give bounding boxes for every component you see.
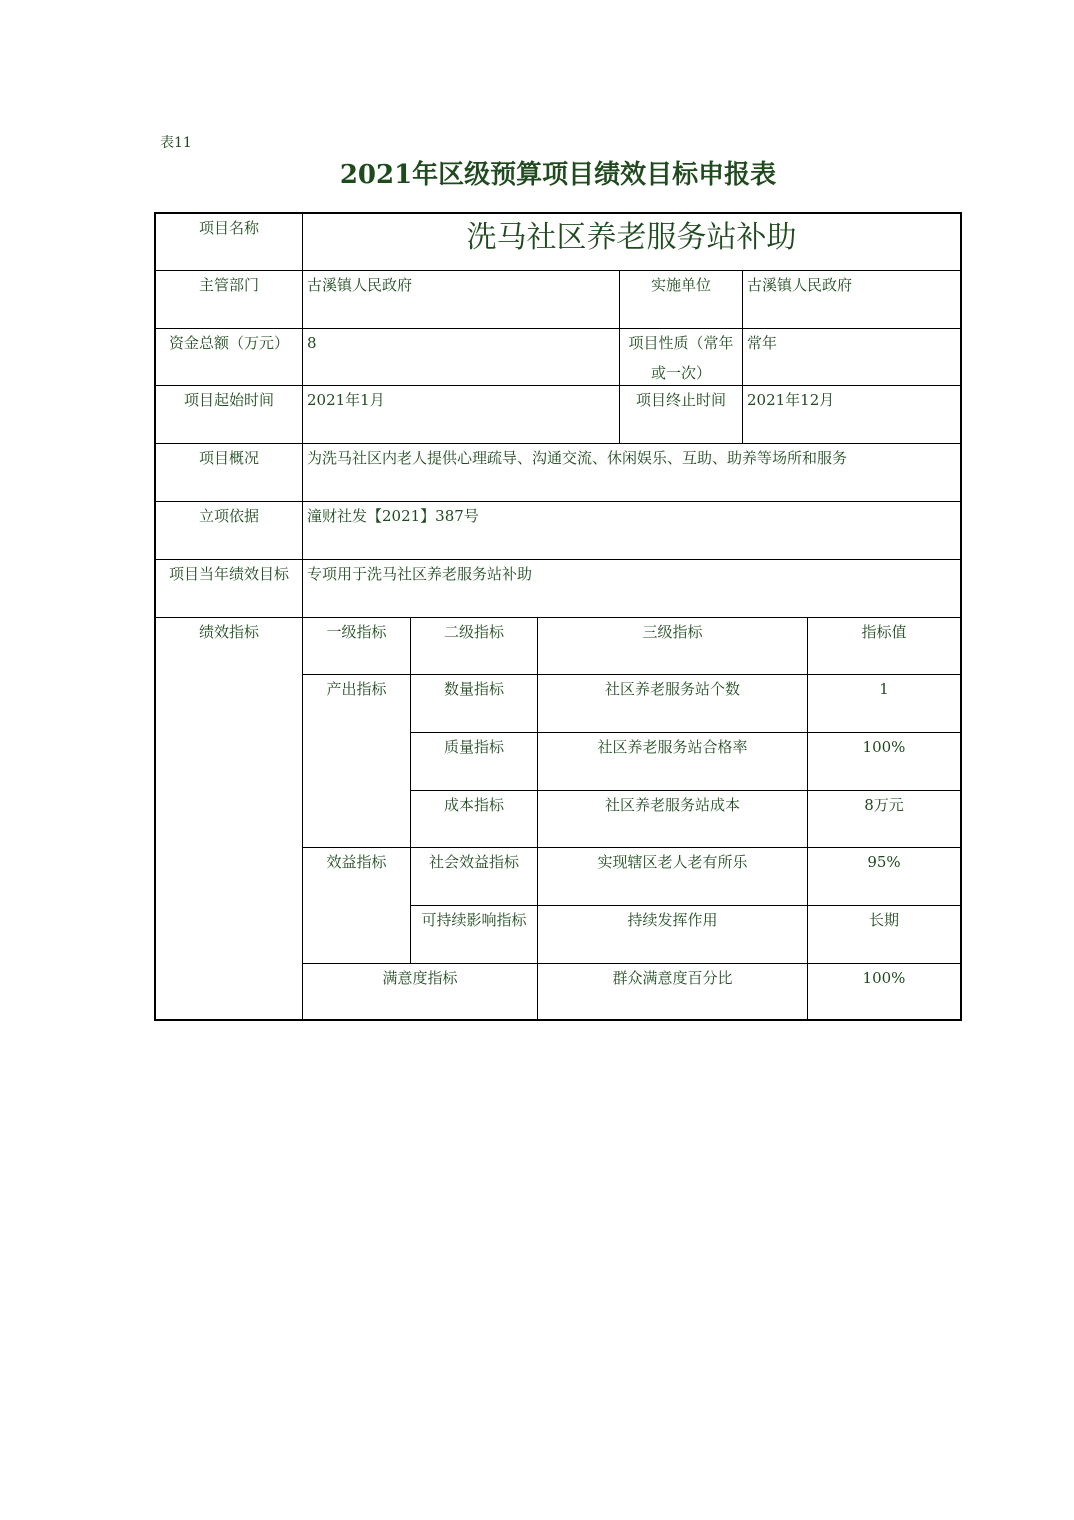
indicator-row-2-level2: 质量指标 [443, 738, 504, 756]
indicator-row-3-level3: 社区养老服务站成本 [604, 796, 740, 814]
indicator-row-2-level3: 社区养老服务站合格率 [597, 738, 748, 756]
fund-value: 8 [307, 334, 317, 352]
goal-label: 项目当年绩效目标 [168, 565, 289, 583]
project-name-label: 项目名称 [198, 219, 259, 237]
basis-value: 潼财社发【2021】387号 [307, 507, 479, 525]
end-label: 项目终止时间 [635, 391, 726, 409]
indicator-row-5-level2: 可持续影响指标 [421, 911, 527, 929]
col-value: 指标值 [861, 623, 907, 641]
col-level3: 三级指标 [642, 623, 703, 641]
col-level1: 一级指标 [326, 623, 387, 641]
end-value: 2021年12月 [747, 391, 835, 409]
indicator-row-5-level3: 持续发挥作用 [627, 911, 718, 929]
indicator-row-1-level2: 数量指标 [443, 680, 504, 698]
indicator-row-1-level3: 社区养老服务站个数 [604, 680, 740, 698]
document-title: 2021年区级预算项目绩效目标申报表 [339, 160, 777, 190]
start-label: 项目起始时间 [183, 391, 274, 409]
satisfaction-level3: 群众满意度百分比 [612, 969, 733, 987]
nature-value: 常年 [747, 334, 778, 352]
indicators-label: 绩效指标 [198, 623, 259, 641]
output-indicator-label: 产出指标 [326, 680, 387, 698]
benefit-indicator-label: 效益指标 [326, 853, 387, 871]
dept-value: 古溪镇人民政府 [307, 276, 413, 294]
goal-value: 专项用于洗马社区养老服务站补助 [307, 565, 533, 583]
table-number: 表11 [160, 135, 192, 151]
satisfaction-indicator-label: 满意度指标 [382, 969, 458, 987]
project-name-value: 洗马社区养老服务站补助 [466, 220, 797, 255]
indicator-row-5-value: 长期 [868, 911, 899, 929]
satisfaction-value: 100% [862, 969, 906, 987]
start-value: 2021年1月 [307, 391, 385, 409]
indicator-row-4-level3: 实现辖区老人老有所乐 [597, 853, 748, 871]
col-level2: 二级指标 [443, 623, 504, 641]
dept-label: 主管部门 [198, 276, 259, 294]
impl-value: 古溪镇人民政府 [747, 276, 853, 294]
indicator-row-1-value: 1 [879, 680, 889, 698]
impl-label: 实施单位 [650, 276, 711, 294]
nature-label-line1: 项目性质（常年 [628, 334, 734, 352]
overview-label: 项目概况 [198, 449, 259, 467]
indicator-row-4-value: 95% [867, 853, 901, 871]
indicator-row-3-level2: 成本指标 [443, 796, 504, 814]
basis-label: 立项依据 [198, 507, 259, 525]
indicator-row-2-value: 100% [862, 738, 906, 756]
fund-label: 资金总额（万元） [168, 334, 289, 352]
nature-label-line2: 或一次） [650, 364, 711, 382]
indicator-row-4-level2: 社会效益指标 [428, 853, 519, 871]
indicator-row-3-value: 8万元 [864, 796, 904, 814]
overview-value: 为洗马社区内老人提供心理疏导、沟通交流、休闲娱乐、互助、助养等场所和服务 [307, 449, 848, 467]
